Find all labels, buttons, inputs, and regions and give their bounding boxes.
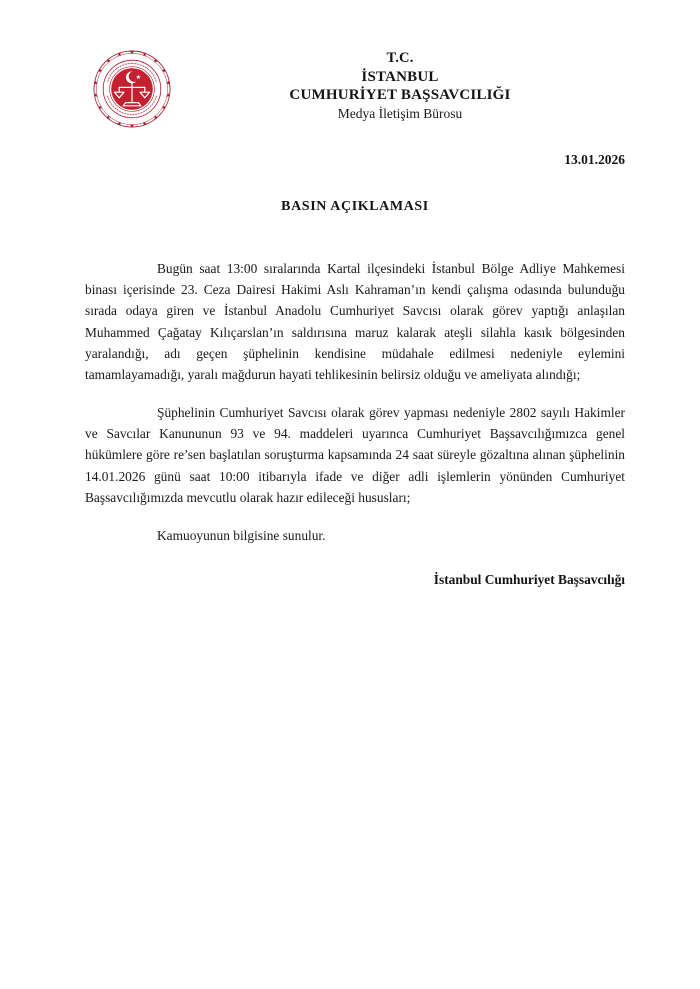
ministry-of-justice-seal-icon bbox=[92, 49, 172, 129]
closing-statement: Kamuoyunun bilgisine sunulur. bbox=[157, 527, 326, 543]
paragraph-incident: Bugün saat 13:00 sıralarında Kartal ilçesindeki İstanbul Bölge Adliye Mahkemesi binası içerisinde 23. Ceza Dairesi Hakimi Aslı Kahraman’ın kendi çalışma odasında bulunduğu sırada odaya giren ve İstanbul Anadolu Cumhuriyet Savcısı olarak görev yaptığı anlaşılan Muhammed Çağatay Kılıçarslan’ın saldırısına maruz kalarak ateşli silahla kasık bölgesinden yaralandığı, adı geçen şüphelinin kendisine müdahale edilmesi nedeniyle eylemini tamamlayamadığı, yaralı mağdurun hayati tehlikesinin belirsiz olduğu ve ameliyata alındığı; bbox=[85, 261, 625, 382]
header-line-tc: T.C. bbox=[386, 50, 414, 66]
header-subtitle: Medya İletişim Bürosu bbox=[337, 106, 463, 122]
document-date: 13.01.2026 bbox=[564, 152, 625, 167]
header-line-office: CUMHURİYET BAŞSAVCILIĞI bbox=[289, 86, 511, 103]
signature-line: İstanbul Cumhuriyet Başsavcılığı bbox=[433, 572, 625, 587]
page-title: BASIN AÇIKLAMASI bbox=[281, 199, 429, 214]
header-text-block bbox=[180, 50, 620, 123]
document-header bbox=[0, 44, 700, 144]
paragraph-investigation: Şüphelinin Cumhuriyet Savcısı olarak görev yapması nedeniyle 2802 sayılı Hakimler ve Savcılar Kanununun 93 ve 94. maddeleri uyarınca Cumhuriyet Başsavcılığımızca genel hükümlere göre re’sen başlatılan soruşturma kapsamında 24 saat süreyle gözaltına alınan şüphelinin 14.01.2026 günü saat 10:00 itibarıyla ifade ve diğer adli işlemlerin yönünden Cumhuriyet Başsavcılığımızda mevcutlu olarak hazır edileceği hususları; bbox=[85, 405, 625, 505]
header-line-city: İSTANBUL bbox=[361, 68, 439, 85]
document-body bbox=[85, 258, 625, 546]
